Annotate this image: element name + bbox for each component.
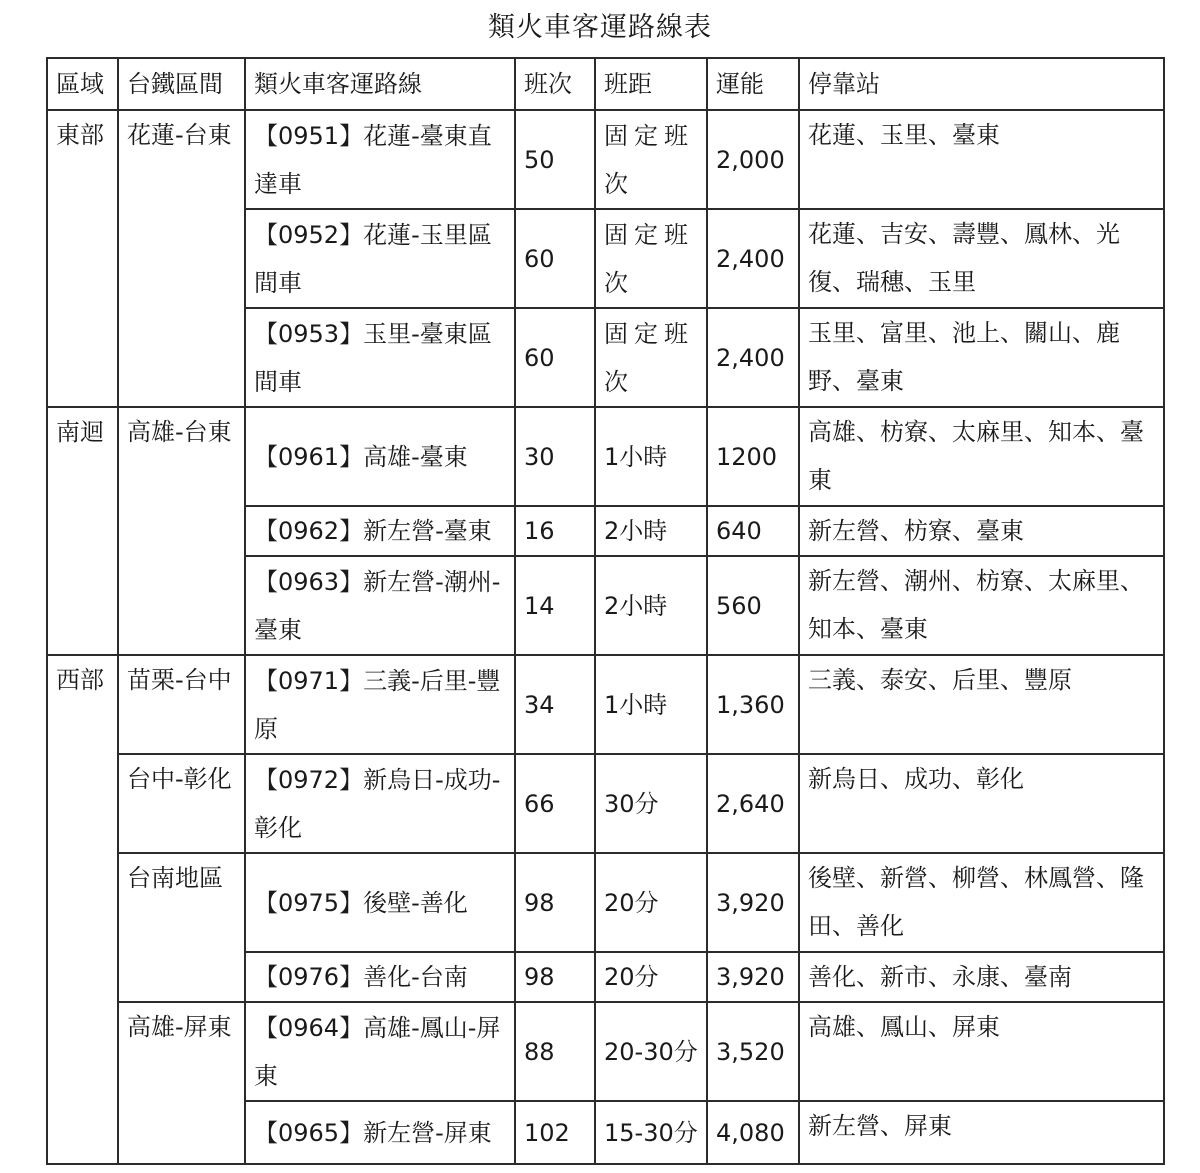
stops-cell: 玉里、富里、池上、關山、鹿野、臺東	[799, 308, 1164, 407]
headway-cell: 2小時	[595, 506, 707, 556]
capacity-cell: 640	[707, 506, 799, 556]
header-row	[47, 58, 1164, 110]
page-title: 類火車客運路線表	[488, 12, 712, 43]
capacity-cell: 2,400	[707, 308, 799, 407]
stops-cell: 花蓮、吉安、壽豐、鳳林、光復、瑞穗、玉里	[799, 209, 1164, 308]
table-row	[47, 1002, 1164, 1101]
route-cell: 【0971】三義-后里-豐原	[245, 655, 515, 754]
route-cell: 【0951】花蓮-臺東直達車	[245, 110, 515, 209]
header-stops: 停靠站	[799, 58, 1164, 110]
capacity-cell: 2,640	[707, 754, 799, 853]
headway-cell: 1小時	[595, 407, 707, 506]
stops-cell: 新左營、屏東	[799, 1101, 1164, 1164]
route-cell: 【0972】新烏日-成功-彰化	[245, 754, 515, 853]
section-cell: 台南地區	[118, 853, 245, 1002]
capacity-cell: 3,520	[707, 1002, 799, 1101]
route-cell: 【0964】高雄-鳳山-屏東	[245, 1002, 515, 1101]
region-cell: 西部	[47, 655, 118, 1164]
header-route: 類火車客運路線	[245, 58, 515, 110]
capacity-cell: 1,360	[707, 655, 799, 754]
route-cell: 【0952】花蓮-玉里區間車	[245, 209, 515, 308]
trips-cell: 60	[515, 308, 595, 407]
header-headway: 班距	[595, 58, 707, 110]
header-trips: 班次	[515, 58, 595, 110]
section-cell: 高雄-台東	[118, 407, 245, 655]
region-cell: 東部	[47, 110, 118, 407]
section-cell: 花蓮-台東	[118, 110, 245, 407]
trips-cell: 88	[515, 1002, 595, 1101]
trips-cell: 50	[515, 110, 595, 209]
section-cell: 高雄-屏東	[118, 1002, 245, 1164]
trips-cell: 30	[515, 407, 595, 506]
header-region: 區域	[47, 58, 118, 110]
route-cell: 【0962】新左營-臺東	[245, 506, 515, 556]
headway-cell: 20分	[595, 853, 707, 952]
stops-cell: 新左營、枋寮、臺東	[799, 506, 1164, 556]
capacity-cell: 3,920	[707, 853, 799, 952]
route-cell: 【0953】玉里-臺東區間車	[245, 308, 515, 407]
stops-cell: 三義、泰安、后里、豐原	[799, 655, 1164, 754]
region-cell: 南迴	[47, 407, 118, 655]
route-cell: 【0963】新左營-潮州-臺東	[245, 556, 515, 655]
stops-cell: 高雄、鳳山、屏東	[799, 1002, 1164, 1101]
table-row	[47, 853, 1164, 952]
headway-cell: 30分	[595, 754, 707, 853]
section-cell: 苗栗-台中	[118, 655, 245, 754]
headway-cell: 20分	[595, 952, 707, 1002]
headway-cell: 固定班次	[595, 308, 707, 407]
stops-cell: 新左營、潮州、枋寮、太麻里、知本、臺東	[799, 556, 1164, 655]
trips-cell: 98	[515, 952, 595, 1002]
stops-cell: 善化、新市、永康、臺南	[799, 952, 1164, 1002]
capacity-cell: 2,000	[707, 110, 799, 209]
route-cell: 【0965】新左營-屏東	[245, 1101, 515, 1164]
trips-cell: 60	[515, 209, 595, 308]
capacity-cell: 2,400	[707, 209, 799, 308]
trips-cell: 16	[515, 506, 595, 556]
route-table	[46, 57, 1165, 1165]
headway-cell: 固定班次	[595, 209, 707, 308]
section-cell: 台中-彰化	[118, 754, 245, 853]
headway-cell: 20-30分	[595, 1002, 707, 1101]
table-row	[47, 407, 1164, 506]
header-capacity: 運能	[707, 58, 799, 110]
trips-cell: 102	[515, 1101, 595, 1164]
header-section: 台鐵區間	[118, 58, 245, 110]
headway-cell: 固定班次	[595, 110, 707, 209]
capacity-cell: 3,920	[707, 952, 799, 1002]
headway-cell: 1小時	[595, 655, 707, 754]
headway-cell: 15-30分	[595, 1101, 707, 1164]
route-cell: 【0975】後壁-善化	[245, 853, 515, 952]
trips-cell: 98	[515, 853, 595, 952]
table-row	[47, 655, 1164, 754]
trips-cell: 34	[515, 655, 595, 754]
stops-cell: 高雄、枋寮、太麻里、知本、臺東	[799, 407, 1164, 506]
table-row	[47, 754, 1164, 853]
headway-cell: 2小時	[595, 556, 707, 655]
route-cell: 【0961】高雄-臺東	[245, 407, 515, 506]
table-row	[47, 110, 1164, 209]
route-cell: 【0976】善化-台南	[245, 952, 515, 1002]
capacity-cell: 4,080	[707, 1101, 799, 1164]
stops-cell: 後壁、新營、柳營、林鳳營、隆田、善化	[799, 853, 1164, 952]
trips-cell: 14	[515, 556, 595, 655]
capacity-cell: 1200	[707, 407, 799, 506]
stops-cell: 新烏日、成功、彰化	[799, 754, 1164, 853]
capacity-cell: 560	[707, 556, 799, 655]
trips-cell: 66	[515, 754, 595, 853]
stops-cell: 花蓮、玉里、臺東	[799, 110, 1164, 209]
